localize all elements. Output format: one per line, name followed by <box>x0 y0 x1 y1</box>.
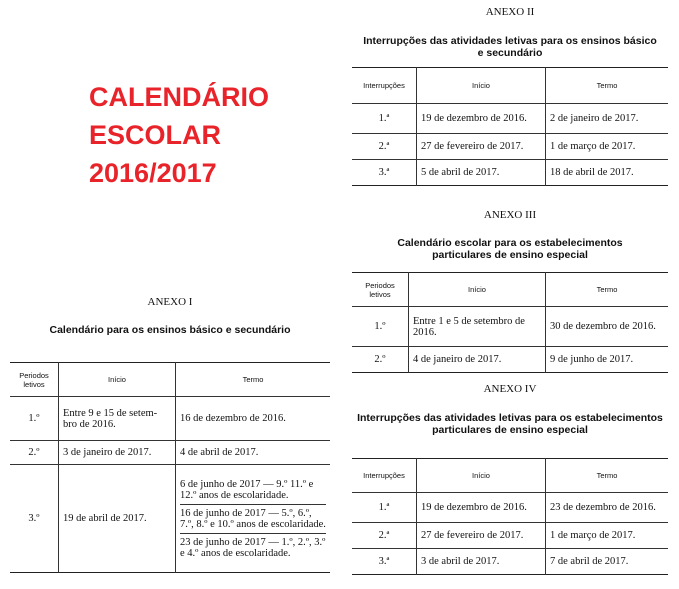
header-interrupcoes: Interrupções <box>352 68 417 104</box>
table-row <box>352 160 668 186</box>
inicio-cell: 19 de abril de 2017. <box>59 465 176 573</box>
anexo1-table <box>10 362 330 573</box>
anexo4-label: ANEXO IV <box>483 383 537 395</box>
table-row <box>352 347 668 373</box>
header-termo: Termo <box>546 273 669 307</box>
table-row <box>352 104 668 134</box>
anexo3-label: ANEXO III <box>483 209 537 221</box>
table-row <box>352 549 668 575</box>
table-row <box>10 465 330 573</box>
termo-cell: 7 de abril de 2017. <box>546 549 669 575</box>
main-title-line-3: 2016/2017 <box>89 158 217 188</box>
periodo-cell: 1.º <box>10 397 59 441</box>
header-termo: Termo <box>176 363 331 397</box>
termo-cell: 4 de abril de 2017. <box>176 441 331 465</box>
periodo-cell: 3.º <box>28 513 40 524</box>
inicio-cell: 5 de abril de 2017. <box>417 160 546 186</box>
inicio-cell: 19 de dezembro de 2016. <box>417 104 546 134</box>
header-termo: Termo <box>546 68 669 104</box>
table-row <box>352 307 668 347</box>
termo-cell: 23 de dezembro de 2016. <box>546 493 669 523</box>
anexo4-table <box>352 458 668 575</box>
inicio-cell: Entre 9 e 15 de setem- bro de 2016. <box>59 397 176 441</box>
header-termo: Termo <box>546 459 669 493</box>
header-interrupcoes: Interrupções <box>352 459 417 493</box>
periodo-cell: 2.º <box>10 441 59 465</box>
anexo4-title: Interrupções das atividades letivas para os estabelecimentos particulares de ensino especial <box>357 412 663 436</box>
inicio-cell: 27 de fevereiro de 2017. <box>417 134 546 160</box>
interrupcao-cell: 2.ª <box>352 523 417 549</box>
header-inicio: Início <box>417 68 546 104</box>
inicio-cell: 19 de dezembro de 2016. <box>417 493 546 523</box>
header-inicio: Início <box>417 459 546 493</box>
inicio-cell: 27 de fevereiro de 2017. <box>417 523 546 549</box>
header-periodos: Periodos letivos <box>10 363 59 397</box>
anexo1-label: ANEXO I <box>147 296 193 308</box>
termo-cell: 1 de março de 2017. <box>546 134 669 160</box>
interrupcao-cell: 3.ª <box>378 556 390 567</box>
inicio-cell: 3 de abril de 2017. <box>417 549 546 575</box>
header-periodos: Periodos letivos <box>352 273 409 307</box>
table-row <box>352 134 668 160</box>
termo-cell: 18 de abril de 2017. <box>546 160 669 186</box>
main-title-line-2: ESCOLAR <box>89 120 222 150</box>
termo-entry: 6 de junho de 2017 — 9.º 11.º e 12.º anos de escolaridade. <box>180 476 326 505</box>
table-row <box>10 441 330 465</box>
inicio-cell: Entre 1 e 5 de setembro de 2016. <box>409 307 546 347</box>
anexo2-title: Interrupções das atividades letivas para os ensinos básico e secundário <box>363 35 657 59</box>
interrupcao-cell: 1.ª <box>352 104 417 134</box>
anexo2-table <box>352 67 668 186</box>
periodo-cell: 1.º <box>352 307 409 347</box>
header-inicio: Início <box>409 273 546 307</box>
interrupcao-cell: 3.ª <box>378 167 390 178</box>
interrupcao-cell: 2.ª <box>352 134 417 160</box>
table-row <box>10 397 330 441</box>
calendar-main-title <box>89 78 309 192</box>
anexo2-label: ANEXO II <box>485 6 535 18</box>
termo-cell: 16 de dezembro de 2016. <box>176 397 331 441</box>
inicio-cell: 3 de janeiro de 2017. <box>59 441 176 465</box>
termo-entry: 16 de junho de 2017 — 5.º, 6.º, 7.º, 8.º e 10.º anos de escolaridade. <box>180 505 326 534</box>
table-row <box>352 523 668 549</box>
table-row <box>352 493 668 523</box>
header-inicio: Início <box>59 363 176 397</box>
periodo-cell: 2.º <box>374 354 386 365</box>
anexo1-title: Calendário para os ensinos básico e secundário <box>49 324 291 336</box>
anexo3-table <box>352 272 668 373</box>
termo-cell: 9 de junho de 2017. <box>546 347 669 373</box>
termo-cell: 1 de março de 2017. <box>546 523 669 549</box>
interrupcao-cell: 1.ª <box>352 493 417 523</box>
anexo3-title: Calendário escolar para os estabelecimentos particulares de ensino especial <box>397 237 623 261</box>
inicio-cell: 4 de janeiro de 2017. <box>409 347 546 373</box>
termo-cell: 30 de dezembro de 2016. <box>546 307 669 347</box>
termo-cell: 2 de janeiro de 2017. <box>546 104 669 134</box>
termo-multi-cell <box>176 465 331 573</box>
termo-entry: 23 de junho de 2017 — 1.º, 2.º, 3.º e 4.º anos de escolaridade. <box>180 536 326 559</box>
main-title-line-1: CALENDÁRIO <box>89 82 269 112</box>
